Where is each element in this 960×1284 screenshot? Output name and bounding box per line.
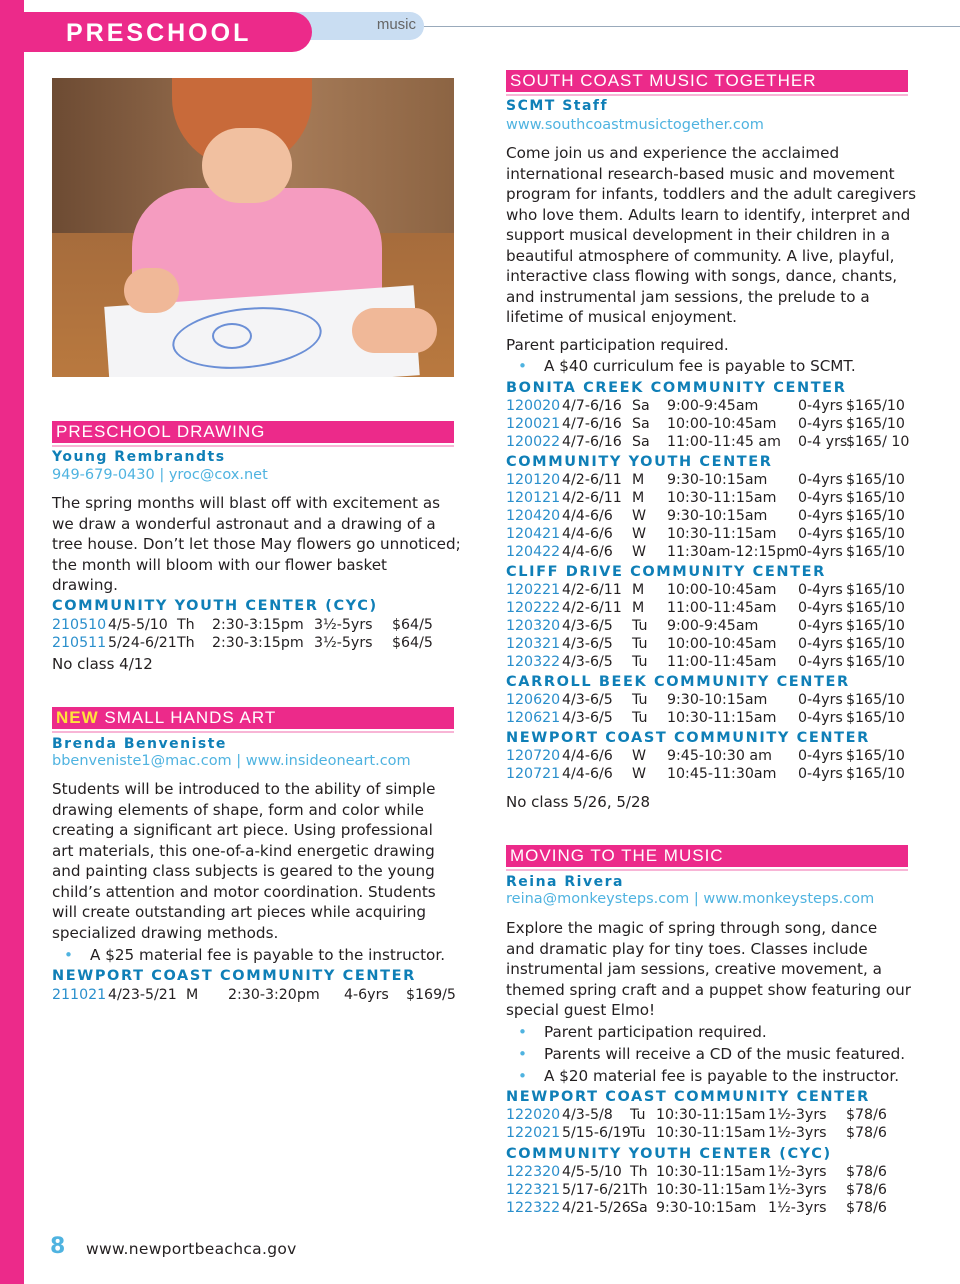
- schedule-code[interactable]: 210511: [52, 635, 107, 651]
- schedule-age: 0-4yrs: [798, 508, 843, 524]
- schedule-day: Sa: [632, 398, 650, 414]
- schedule-day: W: [632, 544, 647, 560]
- small-hands-bullet: [52, 946, 445, 964]
- schedule-code[interactable]: 120721: [506, 766, 561, 782]
- pink-sidebar: [0, 0, 24, 1284]
- schedule-location: COMMUNITY YOUTH CENTER (CYC): [506, 1146, 832, 1162]
- scmt-bullet: [506, 357, 856, 375]
- schedule-age: 1½-3yrs: [768, 1107, 827, 1123]
- scmt-heading: [506, 70, 908, 92]
- schedule-fee: $165/10: [846, 472, 905, 488]
- schedule-code[interactable]: 120422: [506, 544, 561, 560]
- schedule-time: 11:00-11:45am: [667, 654, 777, 670]
- schedule-day: M: [632, 472, 645, 488]
- schedule-time: 9:30-10:15am: [667, 508, 768, 524]
- footer-url[interactable]: www.newportbeachca.gov: [86, 1240, 297, 1258]
- schedule-day: M: [632, 582, 645, 598]
- schedule-dates: 4/3-5/8: [562, 1107, 613, 1123]
- schedule-dates: 4/2-6/11: [562, 600, 622, 616]
- preschool-drawing-title: PRESCHOOL DRAWING: [56, 422, 266, 441]
- schedule-age: 0-4yrs: [798, 544, 843, 560]
- schedule-location: NEWPORT COAST COMMUNITY CENTER: [506, 730, 870, 746]
- schedule-time: 10:30-11:15am: [656, 1125, 766, 1141]
- schedule-row: [506, 654, 916, 672]
- schedule-age: 0-4yrs: [798, 636, 843, 652]
- schedule-age: 0-4yrs: [798, 654, 843, 670]
- schedule-row: [506, 710, 916, 728]
- schedule-dates: 4/3-6/5: [562, 654, 613, 670]
- description-line: specialized drawing methods.: [52, 923, 279, 942]
- schedule-row: [52, 635, 462, 653]
- preschool-drawing-location: COMMUNITY YOUTH CENTER (CYC): [52, 598, 378, 614]
- schedule-code[interactable]: 120121: [506, 490, 561, 506]
- schedule-dates: 4/4-6/6: [562, 544, 613, 560]
- schedule-day: Tu: [632, 636, 648, 652]
- schedule-row: [506, 416, 916, 434]
- schedule-time: 9:45-10:30 am: [667, 748, 772, 764]
- schedule-code[interactable]: 210510: [52, 617, 107, 633]
- schedule-age: 0-4yrs: [798, 526, 843, 542]
- description-line: The spring months will blast off with excitement as: [52, 494, 441, 512]
- schedule-time: 11:30am-12:15pm: [667, 544, 800, 560]
- schedule-row: [506, 636, 916, 654]
- description-line: Students will be introduced to the ability of simple: [52, 780, 436, 798]
- schedule-row: [506, 526, 916, 544]
- schedule-code[interactable]: 122021: [506, 1125, 561, 1141]
- schedule-time: 9:30-10:15am: [667, 472, 768, 488]
- page-number: 8: [50, 1234, 66, 1259]
- photo-hand-left: [124, 268, 179, 313]
- photo-hand-right: [352, 308, 437, 353]
- schedule-day: Th: [630, 1182, 648, 1198]
- schedule-row: [506, 1164, 916, 1182]
- schedule-fee: $165/10: [846, 618, 905, 634]
- schedule-code[interactable]: 122020: [506, 1107, 561, 1123]
- scmt-instructor: SCMT Staff: [506, 98, 609, 114]
- bullet-dot: •: [518, 357, 527, 375]
- schedule-time: 9:00-9:45am: [667, 398, 759, 414]
- description-line: special guest Elmo!: [506, 1001, 656, 1019]
- schedule-time: 10:00-10:45am: [667, 416, 777, 432]
- schedule-dates: 4/4-6/6: [562, 526, 613, 542]
- schedule-time: 10:00-10:45am: [667, 582, 777, 598]
- schedule-code[interactable]: 120021: [506, 416, 561, 432]
- schedule-age: 4-6yrs: [344, 987, 389, 1003]
- schedule-code[interactable]: 120322: [506, 654, 561, 670]
- schedule-dates: 4/21-5/26: [562, 1200, 631, 1216]
- schedule-day: Tu: [630, 1107, 646, 1123]
- moving-bullet: [506, 1067, 899, 1085]
- schedule-day: W: [632, 526, 647, 542]
- section-title: PRESCHOOL: [66, 19, 252, 47]
- schedule-age: 1½-3yrs: [768, 1200, 827, 1216]
- moving-bullet-text: A $20 material fee is payable to the instructor.: [544, 1067, 900, 1085]
- child-drawing-photo: [52, 78, 454, 377]
- description-line: and instrumental jam sessions, the prelude to a: [506, 287, 870, 306]
- header-rule: [424, 26, 960, 27]
- category-label: music: [376, 16, 416, 33]
- schedule-code[interactable]: 120022: [506, 434, 561, 450]
- schedule-code[interactable]: 120421: [506, 526, 561, 542]
- schedule-row: [506, 1107, 916, 1125]
- schedule-row: [506, 508, 916, 526]
- description-line: interactive class flowing with songs, dance, chants,: [506, 267, 898, 285]
- schedule-fee: $64/5: [392, 617, 433, 633]
- photo-face: [202, 128, 292, 203]
- schedule-code[interactable]: 120320: [506, 618, 561, 634]
- schedule-dates: 4/5-5/10: [562, 1164, 622, 1180]
- schedule-code[interactable]: 120621: [506, 710, 561, 726]
- schedule-age: 0-4yrs: [798, 692, 843, 708]
- schedule-dates: 4/3-6/5: [562, 710, 613, 726]
- description-line: instrumental jam sessions, creative movement, a: [506, 960, 882, 978]
- schedule-row: [52, 987, 462, 1005]
- schedule-age: 0-4yrs: [798, 582, 843, 598]
- description-line: Come join us and experience the acclaimed: [506, 144, 840, 162]
- schedule-day: Tu: [632, 692, 648, 708]
- moving-contact[interactable]: reina@monkeysteps.com | www.monkeysteps.com: [506, 891, 875, 907]
- schedule-time: 11:00-11:45 am: [667, 434, 781, 450]
- schedule-time: 10:30-11:15am: [656, 1182, 766, 1198]
- schedule-code[interactable]: 120420: [506, 508, 561, 524]
- schedule-dates: 4/3-6/5: [562, 636, 613, 652]
- schedule-fee: $78/6: [846, 1107, 887, 1123]
- schedule-code[interactable]: 120321: [506, 636, 561, 652]
- schedule-row: [506, 766, 916, 784]
- schedule-dates: 5/24-6/21: [108, 635, 177, 651]
- moving-instructor: Reina Rivera: [506, 874, 624, 890]
- description-line: and dramatic play for tiny toes. Classes include: [506, 939, 868, 958]
- schedule-time: 10:00-10:45am: [667, 636, 777, 652]
- schedule-location: CLIFF DRIVE COMMUNITY CENTER: [506, 564, 826, 580]
- schedule-fee: $165/10: [846, 636, 905, 652]
- schedule-dates: 4/2-6/11: [562, 472, 622, 488]
- schedule-row: [506, 600, 916, 618]
- schedule-time: 10:30-11:15am: [667, 526, 777, 542]
- small-hands-location: NEWPORT COAST COMMUNITY CENTER: [52, 968, 416, 984]
- schedule-fee: $165/10: [846, 416, 905, 432]
- schedule-dates: 4/4-6/6: [562, 508, 613, 524]
- scmt-title: SOUTH COAST MUSIC TOGETHER: [510, 71, 817, 90]
- schedule-row: [506, 1182, 916, 1200]
- schedule-day: Tu: [630, 1125, 646, 1141]
- schedule-day: Th: [177, 617, 195, 633]
- description-line: who love them. Adults learn to identify, interpret and: [506, 205, 911, 224]
- schedule-fee: $78/6: [846, 1164, 887, 1180]
- schedule-time: 9:30-10:15am: [656, 1200, 757, 1216]
- description-line: creating a significant art piece. Using professional: [52, 821, 433, 839]
- scmt-note: No class 5/26, 5/28: [506, 793, 651, 811]
- schedule-dates: 4/3-6/5: [562, 618, 613, 634]
- description-line: support musical development in their children in a: [506, 226, 891, 244]
- schedule-fee: $165/10: [846, 490, 905, 506]
- schedule-fee: $165/10: [846, 692, 905, 708]
- schedule-row: [506, 398, 916, 416]
- schedule-age: 3½-5yrs: [314, 617, 373, 633]
- schedule-time: 10:30-11:15am: [667, 710, 777, 726]
- schedule-row: [506, 434, 916, 452]
- schedule-dates: 5/15-6/19: [562, 1125, 631, 1141]
- schedule-day: Tu: [632, 654, 648, 670]
- schedule-location: BONITA CREEK COMMUNITY CENTER: [506, 380, 847, 396]
- schedule-time: 2:30-3:15pm: [212, 635, 304, 651]
- small-hands-heading: [52, 707, 454, 729]
- schedule-dates: 4/23-5/21: [108, 987, 177, 1003]
- schedule-fee: $78/6: [846, 1125, 887, 1141]
- schedule-dates: 4/7-6/16: [562, 416, 622, 432]
- schedule-age: 0-4yrs: [798, 398, 843, 414]
- schedule-time: 10:45-11:30am: [667, 766, 777, 782]
- schedule-day: M: [632, 600, 645, 616]
- schedule-day: W: [632, 508, 647, 524]
- schedule-row: [506, 618, 916, 636]
- schedule-age: 0-4 yrs: [798, 434, 848, 450]
- schedule-age: 0-4yrs: [798, 766, 843, 782]
- schedule-location: CARROLL BEEK COMMUNITY CENTER: [506, 674, 850, 690]
- bullet-dot: •: [518, 1045, 527, 1063]
- schedule-fee: $165/10: [846, 654, 905, 670]
- schedule-fee: $78/6: [846, 1200, 887, 1216]
- schedule-row: [506, 582, 916, 600]
- schedule-code[interactable]: 120620: [506, 692, 561, 708]
- schedule-fee: $165/ 10: [846, 434, 910, 450]
- description-line: drawing.: [52, 576, 118, 594]
- schedule-code[interactable]: 122320: [506, 1164, 561, 1180]
- schedule-fee: $165/10: [846, 766, 905, 782]
- scmt-bullet-text: A $40 curriculum fee is payable to SCMT.: [544, 357, 856, 375]
- preschool-drawing-contact[interactable]: 949-679-0430 | yroc@cox.net: [52, 467, 268, 483]
- schedule-age: 0-4yrs: [798, 748, 843, 764]
- small-hands-title: SMALL HANDS ART: [104, 708, 277, 727]
- schedule-fee: $78/6: [846, 1182, 887, 1198]
- new-badge: NEW: [56, 708, 99, 727]
- moving-bullet-text: Parent participation required.: [544, 1023, 767, 1041]
- description-line: child’s attention and motor coordination. Students: [52, 882, 436, 901]
- schedule-day: Th: [630, 1164, 648, 1180]
- schedule-day: M: [632, 490, 645, 506]
- schedule-day: Sa: [632, 416, 650, 432]
- schedule-age: 0-4yrs: [798, 416, 843, 432]
- schedule-code[interactable]: 120221: [506, 582, 561, 598]
- small-hands-instructor: Brenda Benveniste: [52, 736, 227, 752]
- description-line: lifetime of musical enjoyment.: [506, 308, 738, 326]
- schedule-code[interactable]: 122321: [506, 1182, 561, 1198]
- moving-heading: [506, 845, 908, 867]
- schedule-day: Tu: [632, 618, 648, 634]
- schedule-age: 1½-3yrs: [768, 1164, 827, 1180]
- schedule-code[interactable]: 120222: [506, 600, 561, 616]
- moving-title: MOVING TO THE MUSIC: [510, 846, 724, 865]
- description-line: themed spring craft and a puppet show featuring our: [506, 980, 911, 999]
- schedule-day: W: [632, 748, 647, 764]
- scmt-contact[interactable]: www.southcoastmusictogether.com: [506, 117, 764, 133]
- schedule-day: M: [186, 987, 199, 1003]
- bullet-dot: •: [518, 1067, 527, 1085]
- schedule-dates: 5/17-6/21: [562, 1182, 631, 1198]
- description-line: and painting class subjects is geared to the young: [52, 862, 435, 880]
- schedule-age: 3½-5yrs: [314, 635, 373, 651]
- small-hands-description: [52, 779, 436, 943]
- schedule-time: 2:30-3:20pm: [228, 987, 320, 1003]
- photo-scribble-small: [212, 323, 252, 349]
- schedule-time: 10:30-11:15am: [656, 1107, 766, 1123]
- moving-bullet: [506, 1023, 767, 1041]
- schedule-dates: 4/3-6/5: [562, 692, 613, 708]
- schedule-code[interactable]: 120120: [506, 472, 561, 488]
- small-hands-bullet-text: A $25 material fee is payable to the instructor.: [90, 946, 446, 964]
- preschool-drawing-description: [52, 493, 461, 596]
- schedule-time: 10:30-11:15am: [656, 1164, 766, 1180]
- schedule-dates: 4/4-6/6: [562, 748, 613, 764]
- schedule-fee: $165/10: [846, 398, 905, 414]
- description-line: will create outstanding art pieces while acquiring: [52, 903, 427, 921]
- description-line: art materials, this one-of-a-kind energetic drawing: [52, 841, 435, 860]
- schedule-location: NEWPORT COAST COMMUNITY CENTER: [506, 1089, 870, 1105]
- schedule-day: Sa: [630, 1200, 648, 1216]
- preschool-drawing-heading: [52, 421, 454, 443]
- schedule-fee: $165/10: [846, 582, 905, 598]
- description-line: program for infants, toddlers and the adult caregivers: [506, 185, 917, 203]
- description-line: we draw a wonderful astronaut and a drawing of a: [52, 514, 436, 533]
- schedule-row: [506, 544, 916, 562]
- description-line: international research-based music and movement: [506, 164, 895, 183]
- schedule-fee: $165/10: [846, 748, 905, 764]
- schedule-age: 1½-3yrs: [768, 1182, 827, 1198]
- moving-bullet: [506, 1045, 905, 1063]
- schedule-dates: 4/4-6/6: [562, 766, 613, 782]
- description-line: tree house. Don’t let those May flowers go unnoticed;: [52, 535, 461, 553]
- schedule-fee: $165/10: [846, 526, 905, 542]
- schedule-row: [506, 1200, 916, 1218]
- schedule-fee: $169/5: [406, 987, 456, 1003]
- preschool-drawing-note: No class 4/12: [52, 655, 153, 673]
- schedule-age: 1½-3yrs: [768, 1125, 827, 1141]
- schedule-fee: $165/10: [846, 508, 905, 524]
- section-header: [0, 12, 312, 52]
- schedule-time: 9:30-10:15am: [667, 692, 768, 708]
- schedule-dates: 4/5-5/10: [108, 617, 168, 633]
- moving-bullet-text: Parents will receive a CD of the music featured.: [544, 1045, 906, 1063]
- bullet-dot: •: [518, 1023, 527, 1041]
- schedule-time: 10:30-11:15am: [667, 490, 777, 506]
- description-line: drawing elements of shape, form and color while: [52, 800, 424, 819]
- description-line: the month will bloom with our flower basket: [52, 555, 387, 574]
- schedule-time: 9:00-9:45am: [667, 618, 759, 634]
- schedule-row: [506, 692, 916, 710]
- schedule-row: [506, 490, 916, 508]
- schedule-fee: $165/10: [846, 544, 905, 560]
- schedule-age: 0-4yrs: [798, 490, 843, 506]
- preschool-drawing-instructor: Young Rembrandts: [52, 449, 226, 465]
- bullet-dot: •: [64, 946, 73, 964]
- schedule-day: W: [632, 766, 647, 782]
- schedule-fee: $64/5: [392, 635, 433, 651]
- schedule-dates: 4/7-6/16: [562, 434, 622, 450]
- scmt-description: [506, 143, 916, 328]
- schedule-age: 0-4yrs: [798, 600, 843, 616]
- schedule-row: [506, 1125, 916, 1143]
- schedule-dates: 4/2-6/11: [562, 490, 622, 506]
- schedule-age: 0-4yrs: [798, 710, 843, 726]
- schedule-day: Th: [177, 635, 195, 651]
- schedule-age: 0-4yrs: [798, 472, 843, 488]
- description-line: Explore the magic of spring through song, dance: [506, 919, 878, 937]
- schedule-day: Tu: [632, 710, 648, 726]
- schedule-code[interactable]: 122322: [506, 1200, 561, 1216]
- schedule-fee: $165/10: [846, 710, 905, 726]
- schedule-location: COMMUNITY YOUTH CENTER: [506, 454, 773, 470]
- schedule-row: [52, 617, 462, 635]
- description-line: beautiful atmosphere of community. A live, playful,: [506, 246, 895, 265]
- schedule-day: Sa: [632, 434, 650, 450]
- schedule-fee: $165/10: [846, 600, 905, 616]
- schedule-row: [506, 748, 916, 766]
- schedule-time: 11:00-11:45am: [667, 600, 777, 616]
- small-hands-contact[interactable]: bbenveniste1@mac.com | www.insideoneart.com: [52, 753, 411, 769]
- schedule-code[interactable]: 120720: [506, 748, 561, 764]
- moving-description: [506, 918, 911, 1021]
- scmt-participation: Parent participation required.: [506, 336, 729, 354]
- schedule-dates: 4/7-6/16: [562, 398, 622, 414]
- schedule-code[interactable]: 120020: [506, 398, 561, 414]
- schedule-age: 0-4yrs: [798, 618, 843, 634]
- schedule-code[interactable]: 211021: [52, 987, 107, 1003]
- schedule-time: 2:30-3:15pm: [212, 617, 304, 633]
- schedule-row: [506, 472, 916, 490]
- schedule-dates: 4/2-6/11: [562, 582, 622, 598]
